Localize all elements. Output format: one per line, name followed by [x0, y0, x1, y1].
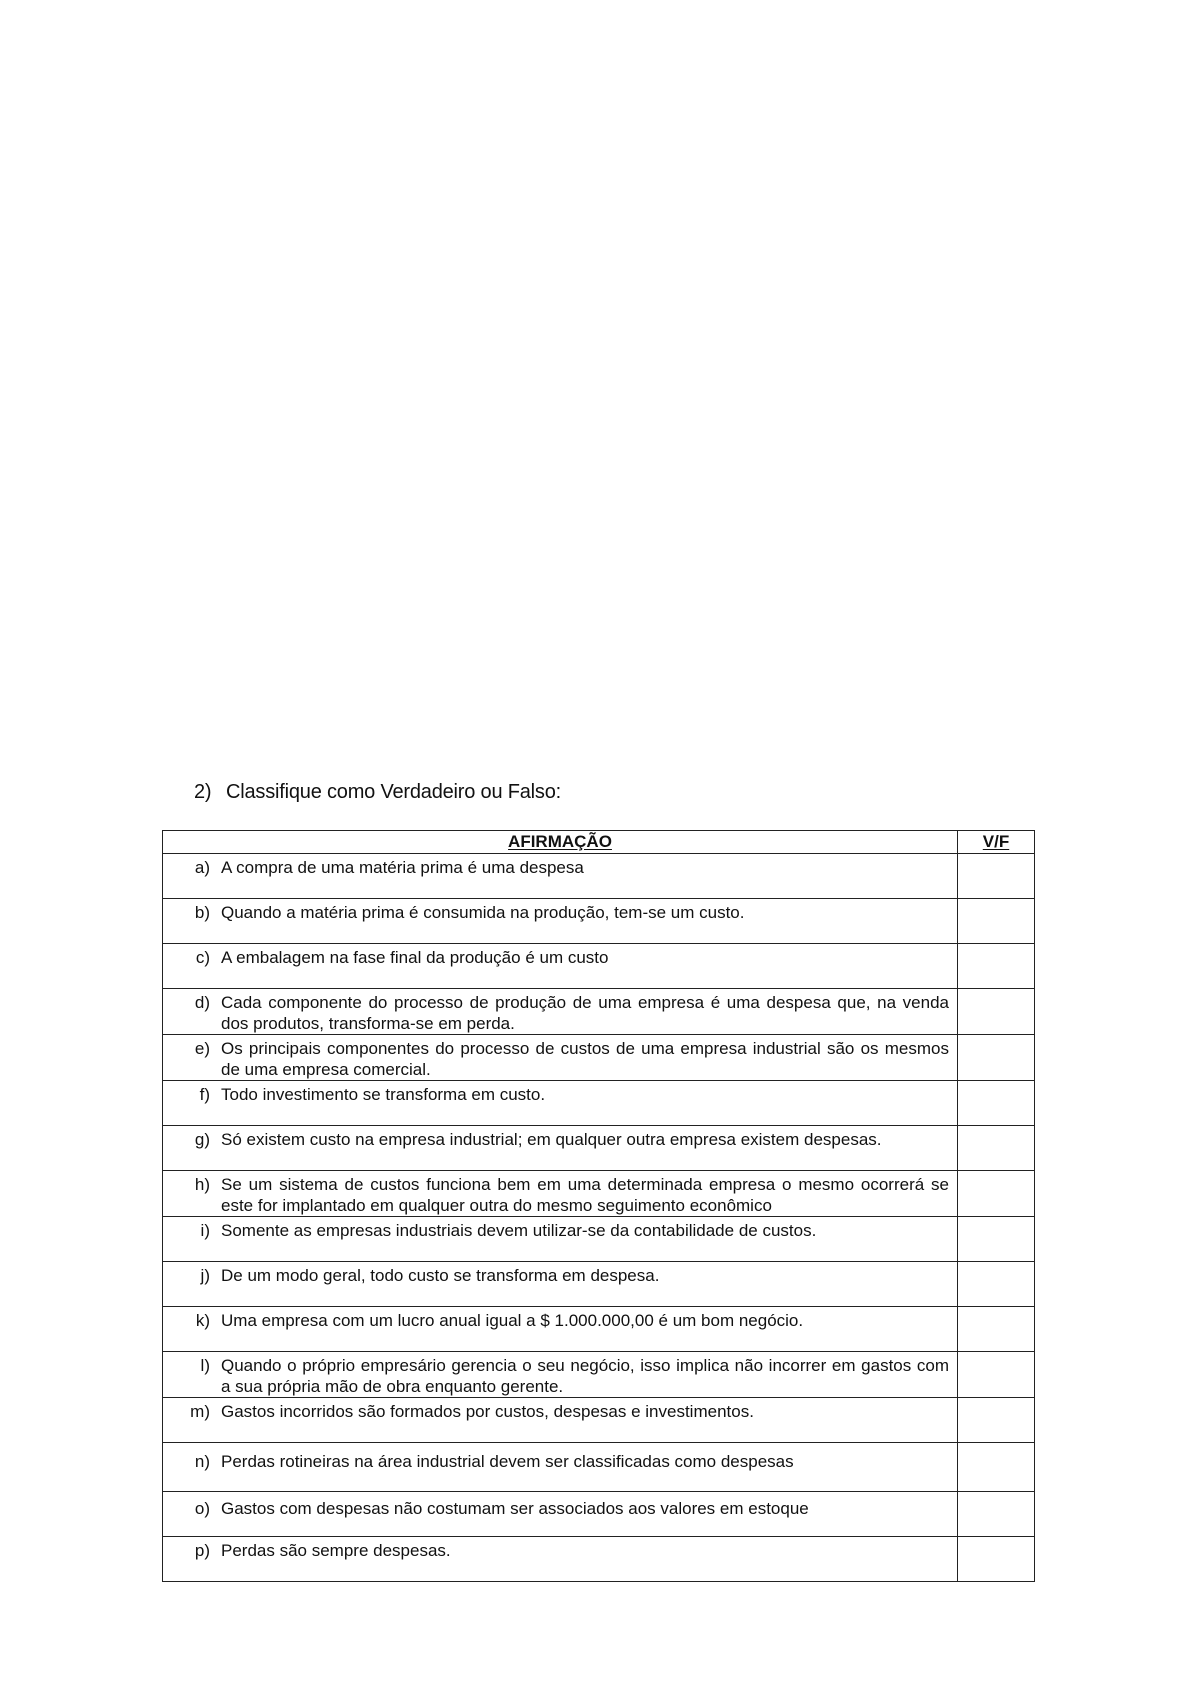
item-text: Perdas rotineiras na área industrial devem ser classificadas como despesas — [221, 1452, 794, 1471]
item-text: A compra de uma matéria prima é uma despesa — [221, 858, 584, 877]
table-row — [163, 944, 1035, 989]
vf-answer-cell[interactable] — [958, 989, 1035, 1035]
vf-answer-cell[interactable] — [958, 1035, 1035, 1081]
table-row — [163, 1217, 1035, 1262]
table-row — [163, 1443, 1035, 1492]
item-text: Somente as empresas industriais devem utilizar-se da contabilidade de custos. — [221, 1221, 817, 1240]
affirmation-cell — [163, 1262, 958, 1307]
vf-answer-cell[interactable] — [958, 1537, 1035, 1582]
vf-answer-cell[interactable] — [958, 1492, 1035, 1537]
affirmation-cell — [163, 1171, 958, 1217]
item-text: Todo investimento se transforma em custo. — [221, 1085, 546, 1104]
table-row — [163, 1352, 1035, 1398]
vf-answer-cell[interactable] — [958, 1307, 1035, 1352]
item-text: A embalagem na fase final da produção é um custo — [221, 948, 609, 967]
vf-answer-cell[interactable] — [958, 1217, 1035, 1262]
item-letter: a) — [194, 858, 210, 877]
item-letter: n) — [194, 1452, 210, 1471]
item-text: Os principais componentes do processo de custos de uma empresa industrial são os mesmos de uma empresa comercial. — [221, 1039, 949, 1079]
item-text: De um modo geral, todo custo se transforma em despesa. — [221, 1266, 660, 1285]
item-letter: m) — [190, 1402, 210, 1421]
item-letter: l) — [200, 1356, 210, 1375]
affirmation-cell — [163, 899, 958, 944]
item-letter: k) — [195, 1311, 210, 1330]
vf-answer-cell[interactable] — [958, 1081, 1035, 1126]
item-text: Perdas são sempre despesas. — [221, 1541, 451, 1560]
item-letter: o) — [194, 1499, 210, 1518]
header-vf: V/F — [958, 831, 1035, 854]
item-text: Gastos com despesas não costumam ser associados aos valores em estoque — [221, 1499, 809, 1518]
vf-answer-cell[interactable] — [958, 854, 1035, 899]
vf-answer-cell[interactable] — [958, 944, 1035, 989]
vf-answer-cell[interactable] — [958, 1126, 1035, 1171]
table-row — [163, 1307, 1035, 1352]
vf-answer-cell[interactable] — [958, 1171, 1035, 1217]
item-letter: d) — [194, 993, 210, 1012]
item-text: Uma empresa com um lucro anual igual a $ 1.000.000,00 é um bom negócio. — [221, 1311, 804, 1330]
item-letter: i) — [200, 1221, 210, 1240]
item-letter: p) — [194, 1541, 210, 1560]
affirmation-cell — [163, 1217, 958, 1262]
table-header-row — [163, 831, 1035, 854]
table-row — [163, 1171, 1035, 1217]
table-row — [163, 989, 1035, 1035]
vf-answer-cell[interactable] — [958, 1398, 1035, 1443]
question-text: Classifique como Verdadeiro ou Falso: — [226, 781, 562, 803]
item-letter: f) — [199, 1085, 210, 1104]
table-row — [163, 1537, 1035, 1582]
table-row — [163, 1262, 1035, 1307]
vf-answer-cell[interactable] — [958, 1262, 1035, 1307]
vf-answer-cell[interactable] — [958, 1352, 1035, 1398]
item-text: Quando o próprio empresário gerencia o seu negócio, isso implica não incorrer em gastos com a sua própria mão de obra enquanto gerente. — [221, 1356, 949, 1396]
table-row — [163, 854, 1035, 899]
affirmation-cell — [163, 854, 958, 899]
item-letter: g) — [194, 1130, 210, 1149]
vf-answer-cell[interactable] — [958, 899, 1035, 944]
affirmation-cell — [163, 1398, 958, 1443]
item-text: Gastos incorridos são formados por custos, despesas e investimentos. — [221, 1402, 754, 1421]
table-row — [163, 1126, 1035, 1171]
item-text: Cada componente do processo de produção de uma empresa é uma despesa que, na venda dos produtos, transforma-se em perda. — [221, 993, 949, 1033]
affirmation-cell — [163, 1492, 958, 1537]
item-text: Se um sistema de custos funciona bem em uma determinada empresa o mesmo ocorrerá se este for implantado em qualquer outra do mesmo seguimento econômico — [221, 1175, 949, 1215]
item-letter: j) — [200, 1266, 210, 1285]
affirmation-cell — [163, 1126, 958, 1171]
affirmation-cell — [163, 944, 958, 989]
item-text: Quando a matéria prima é consumida na produção, tem-se um custo. — [221, 903, 745, 922]
header-affirmation: AFIRMAÇÃO — [163, 831, 958, 854]
affirmation-cell — [163, 1035, 958, 1081]
affirmation-cell — [163, 1352, 958, 1398]
item-letter: b) — [194, 903, 210, 922]
table-row — [163, 1081, 1035, 1126]
affirmation-cell — [163, 1443, 958, 1492]
question-number: 2) — [194, 781, 212, 803]
true-false-table — [162, 830, 1035, 1582]
affirmation-cell — [163, 989, 958, 1035]
item-letter: c) — [195, 948, 210, 967]
affirmation-cell — [163, 1081, 958, 1126]
affirmation-cell — [163, 1307, 958, 1352]
table-row — [163, 1492, 1035, 1537]
table-row — [163, 1035, 1035, 1081]
item-letter: e) — [194, 1039, 210, 1058]
table-row — [163, 1398, 1035, 1443]
item-text: Só existem custo na empresa industrial; em qualquer outra empresa existem despesas. — [221, 1130, 882, 1149]
vf-answer-cell[interactable] — [958, 1443, 1035, 1492]
item-letter: h) — [194, 1175, 210, 1194]
affirmation-cell — [163, 1537, 958, 1582]
question-heading — [194, 781, 561, 804]
table-row — [163, 899, 1035, 944]
